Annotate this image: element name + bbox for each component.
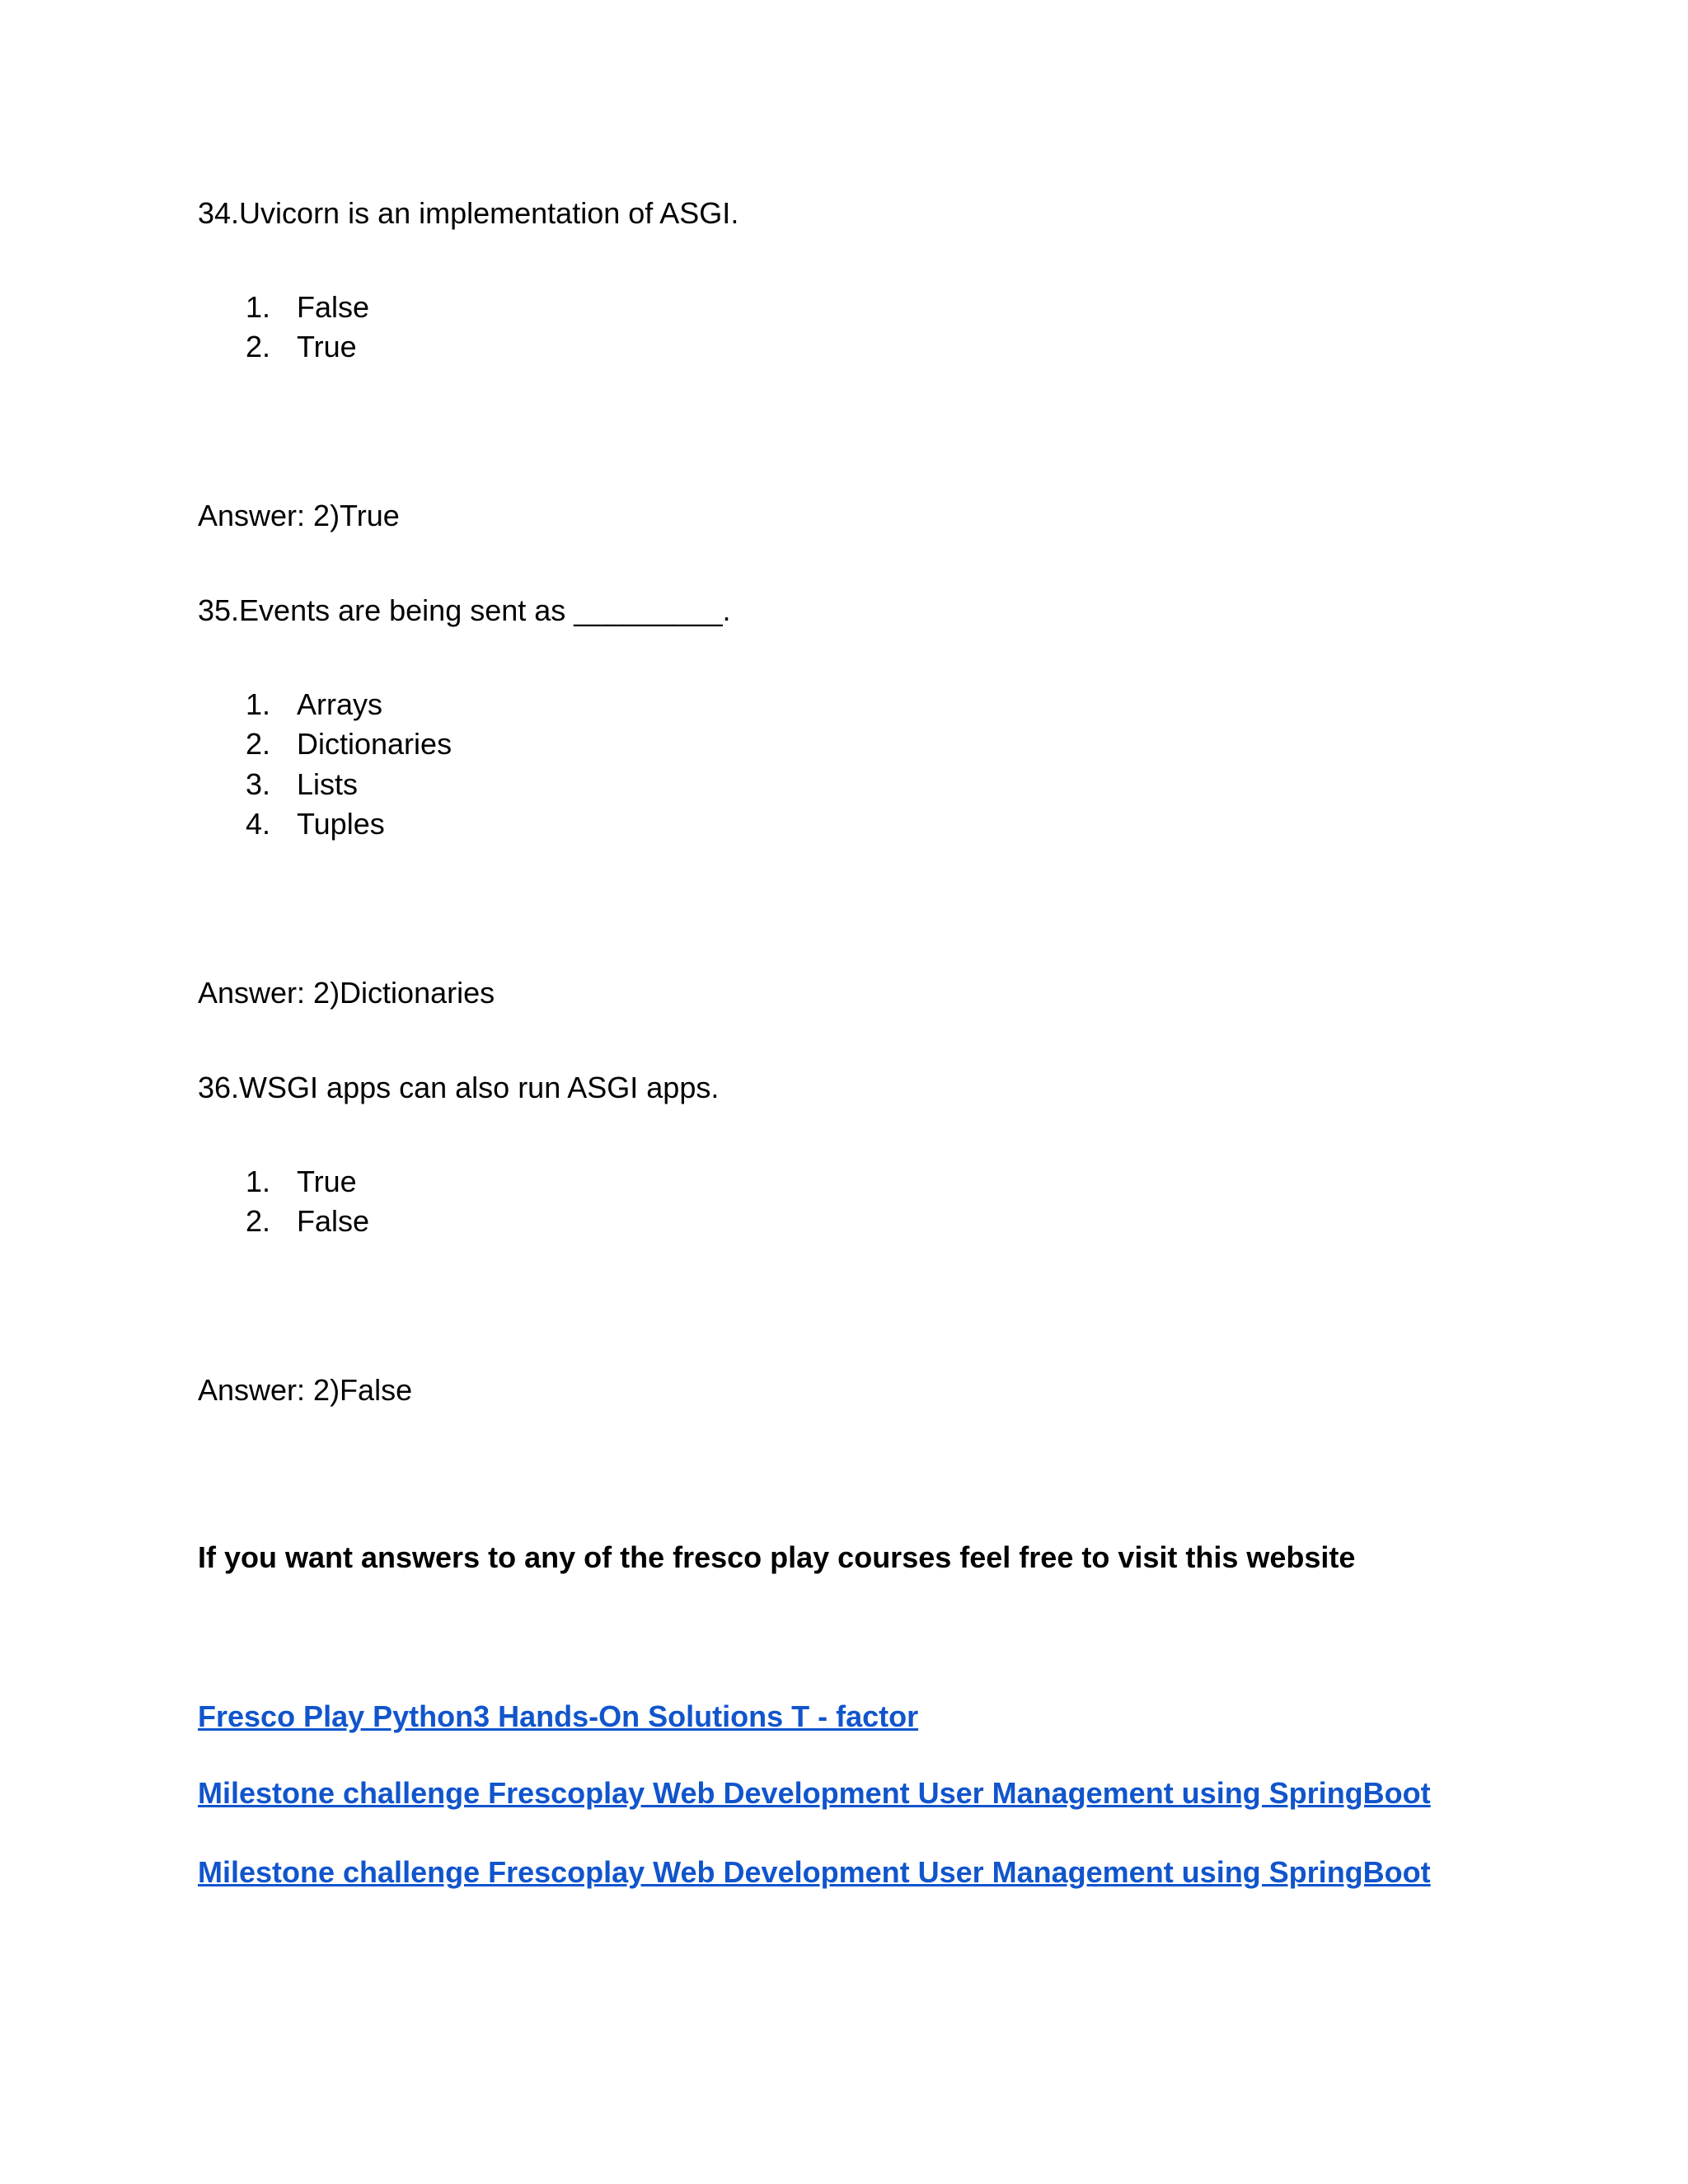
link-milestone-springboot-1[interactable]: Milestone challenge Frescoplay Web Development User Management using SpringBoot bbox=[198, 1776, 1431, 1810]
option-text: Dictionaries bbox=[297, 727, 452, 761]
question-35-option-2 bbox=[246, 727, 452, 762]
option-number: 3. bbox=[246, 767, 271, 801]
answer-35: Answer: 2)Dictionaries bbox=[198, 976, 495, 1010]
option-number: 4. bbox=[246, 807, 271, 841]
question-35-option-1 bbox=[246, 687, 382, 722]
link-milestone-springboot-2[interactable]: Milestone challenge Frescoplay Web Development User Management using SpringBoot bbox=[198, 1855, 1431, 1889]
option-number: 2. bbox=[246, 727, 271, 761]
question-34-option-1 bbox=[246, 290, 369, 325]
option-number: 1. bbox=[246, 1165, 271, 1198]
option-text: True bbox=[297, 330, 357, 363]
question-34: 34.Uvicorn is an implementation of ASGI. bbox=[198, 196, 739, 230]
option-number: 2. bbox=[246, 1204, 271, 1238]
answer-34: Answer: 2)True bbox=[198, 499, 400, 532]
link-python3-solutions[interactable]: Fresco Play Python3 Hands-On Solutions T - factor bbox=[198, 1699, 919, 1733]
option-text: Arrays bbox=[297, 687, 383, 721]
answer-36: Answer: 2)False bbox=[198, 1373, 413, 1407]
question-36: 36.WSGI apps can also run ASGI apps. bbox=[198, 1071, 720, 1104]
question-35: 35.Events are being sent as _________. bbox=[198, 593, 731, 627]
question-36-option-1 bbox=[246, 1165, 357, 1199]
option-text: True bbox=[297, 1165, 357, 1198]
option-text: Lists bbox=[297, 767, 359, 801]
option-number: 1. bbox=[246, 687, 271, 721]
question-36-option-2 bbox=[246, 1204, 369, 1239]
option-text: Tuples bbox=[297, 807, 385, 841]
option-number: 1. bbox=[246, 290, 271, 324]
option-text: False bbox=[297, 290, 370, 324]
question-35-option-3 bbox=[246, 767, 358, 802]
question-34-option-2 bbox=[246, 330, 357, 364]
question-35-option-4 bbox=[246, 807, 385, 841]
option-text: False bbox=[297, 1204, 370, 1238]
promo-text: If you want answers to any of the fresco play courses feel free to visit this website bbox=[198, 1540, 1356, 1574]
option-number: 2. bbox=[246, 330, 271, 363]
